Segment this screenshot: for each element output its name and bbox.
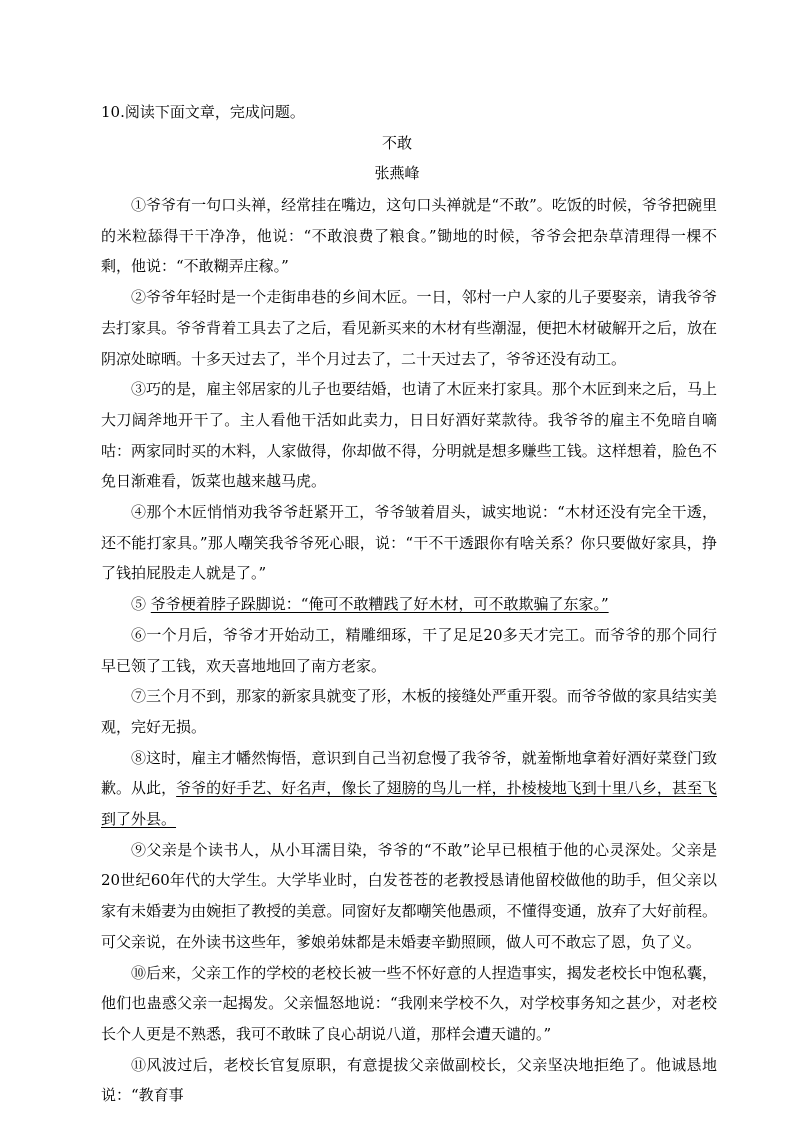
- question-label: 10.阅读下面文章，完成问题。: [101, 103, 305, 121]
- article-title: 不敢: [381, 134, 412, 152]
- paragraph-6: ⑥一个月后，爷爷才开始动工，精雕细琢，干了足足20多天才完工。而爷爷的那个同行早已领了工钱，欢天喜地地回了南方老家。: [101, 625, 717, 675]
- paragraph-7: ⑦三个月不到，那家的新家具就变了形，木板的接缝处严重开裂。而爷爷做的家具结实美观，完好无损。: [101, 687, 717, 736]
- paragraph-9: ⑨父亲是个读书人，从小耳濡目染，爷爷的“不敢”论早已根植于他的心灵深处。父亲是20世纪60年代的大学生。大学毕业时，白发苍苍的老教授恳请他留校做他的助手，但父亲以家有未婚妻为由婉拒了教授的美意。同窗好友都嘲笑他愚顽，不懂得变通，放弃了大好前程。可父亲说，在外读书这些年，爹娘弟妹都是未婚妻辛勤照顾，做人可不敢忘了恩，负了义。: [101, 840, 717, 951]
- underlined-sentence: 爷爷梗着脖子跺脚说：“俺可不敢糟践了好木材，可不敢欺骗了东家。”: [150, 595, 609, 614]
- paragraph-10: ⑩后来，父亲工作的学校的老校长被一些不怀好意的人捏造事实，揭发老校长中饱私囊，他们也蛊惑父亲一起揭发。父亲愠怒地说：“我刚来学校不久，对学校事务知之甚少，对老校长个人更是不熟悉，我可不敢昧了良心胡说八道，那样会遭天谴的。”: [101, 963, 717, 1043]
- article-author: 张燕峰: [374, 164, 420, 182]
- paragraph-5-underlined-sentence: ⑤ 爷爷梗着脖子跺脚说：“俺可不敢糟践了好木材，可不敢欺骗了东家。”: [131, 595, 609, 614]
- paragraph-3: ③巧的是，雇主邻居家的儿子也要结婚，也请了木匠来打家具。那个木匠到来之后，马上大刀阔斧地开干了。主人看他干活如此卖力，日日好酒好菜款待。我爷爷的雇主不免暗自嘀咕：两家同时买的木料，人家做得，你却做不得，分明就是想多赚些工钱。这样想着，脸色不免日渐难看，饭菜也越来越马虎。: [101, 380, 717, 491]
- underlined-sentence: 爷爷的好手艺、好名声，像长了翅膀的鸟儿一样，扑棱棱地飞到十里八乡，甚至飞到了外县。: [101, 779, 717, 829]
- paragraph-8: ⑧这时，雇主才幡然悔悟，意识到自己当初怠慢了我爷爷，就羞惭地拿着好酒好菜登门致歉。从此，爷爷的好手艺、好名声，像长了翅膀的鸟儿一样，扑棱棱地飞到十里八乡，甚至飞到了外县。: [101, 748, 717, 829]
- paragraph-11: ⑪风波过后，老校长官复原职，有意提拔父亲做副校长，父亲坚决地拒绝了。他诚恳地说：“教育事: [101, 1055, 717, 1105]
- article-body: [101, 190, 717, 1111]
- paragraph-4: ④那个木匠悄悄劝我爷爷赶紧开工，爷爷皱着眉头，诚实地说：“木材还没有完全干透，还不能打家具。”那人嘲笑我爷爷死心眼，说：“干不干透跟你有啥关系？你只要做好家具，挣了钱拍屁股走人就是了。”: [101, 503, 717, 583]
- paragraph-2: ②爷爷年轻时是一个走街串巷的乡间木匠。一日，邻村一户人家的儿子要娶亲，请我爷爷去打家具。爷爷背着工具去了之后，看见新买来的木材有些潮湿，便把木材破解开之后，放在阴凉处晾晒。十多天过去了，半个月过去了，二十天过去了，爷爷还没有动工。: [101, 288, 717, 368]
- paragraph-1: ①爷爷有一句口头禅，经常挂在嘴边，这句口头禅就是“不敢”。吃饭的时候，爷爷把碗里的米粒舔得干干净净，他说：“不敢浪费了粮食。”锄地的时候，爷爷会把杂草清理得一棵不剩，他说：“不敢糊弄庄稼。”: [101, 196, 717, 276]
